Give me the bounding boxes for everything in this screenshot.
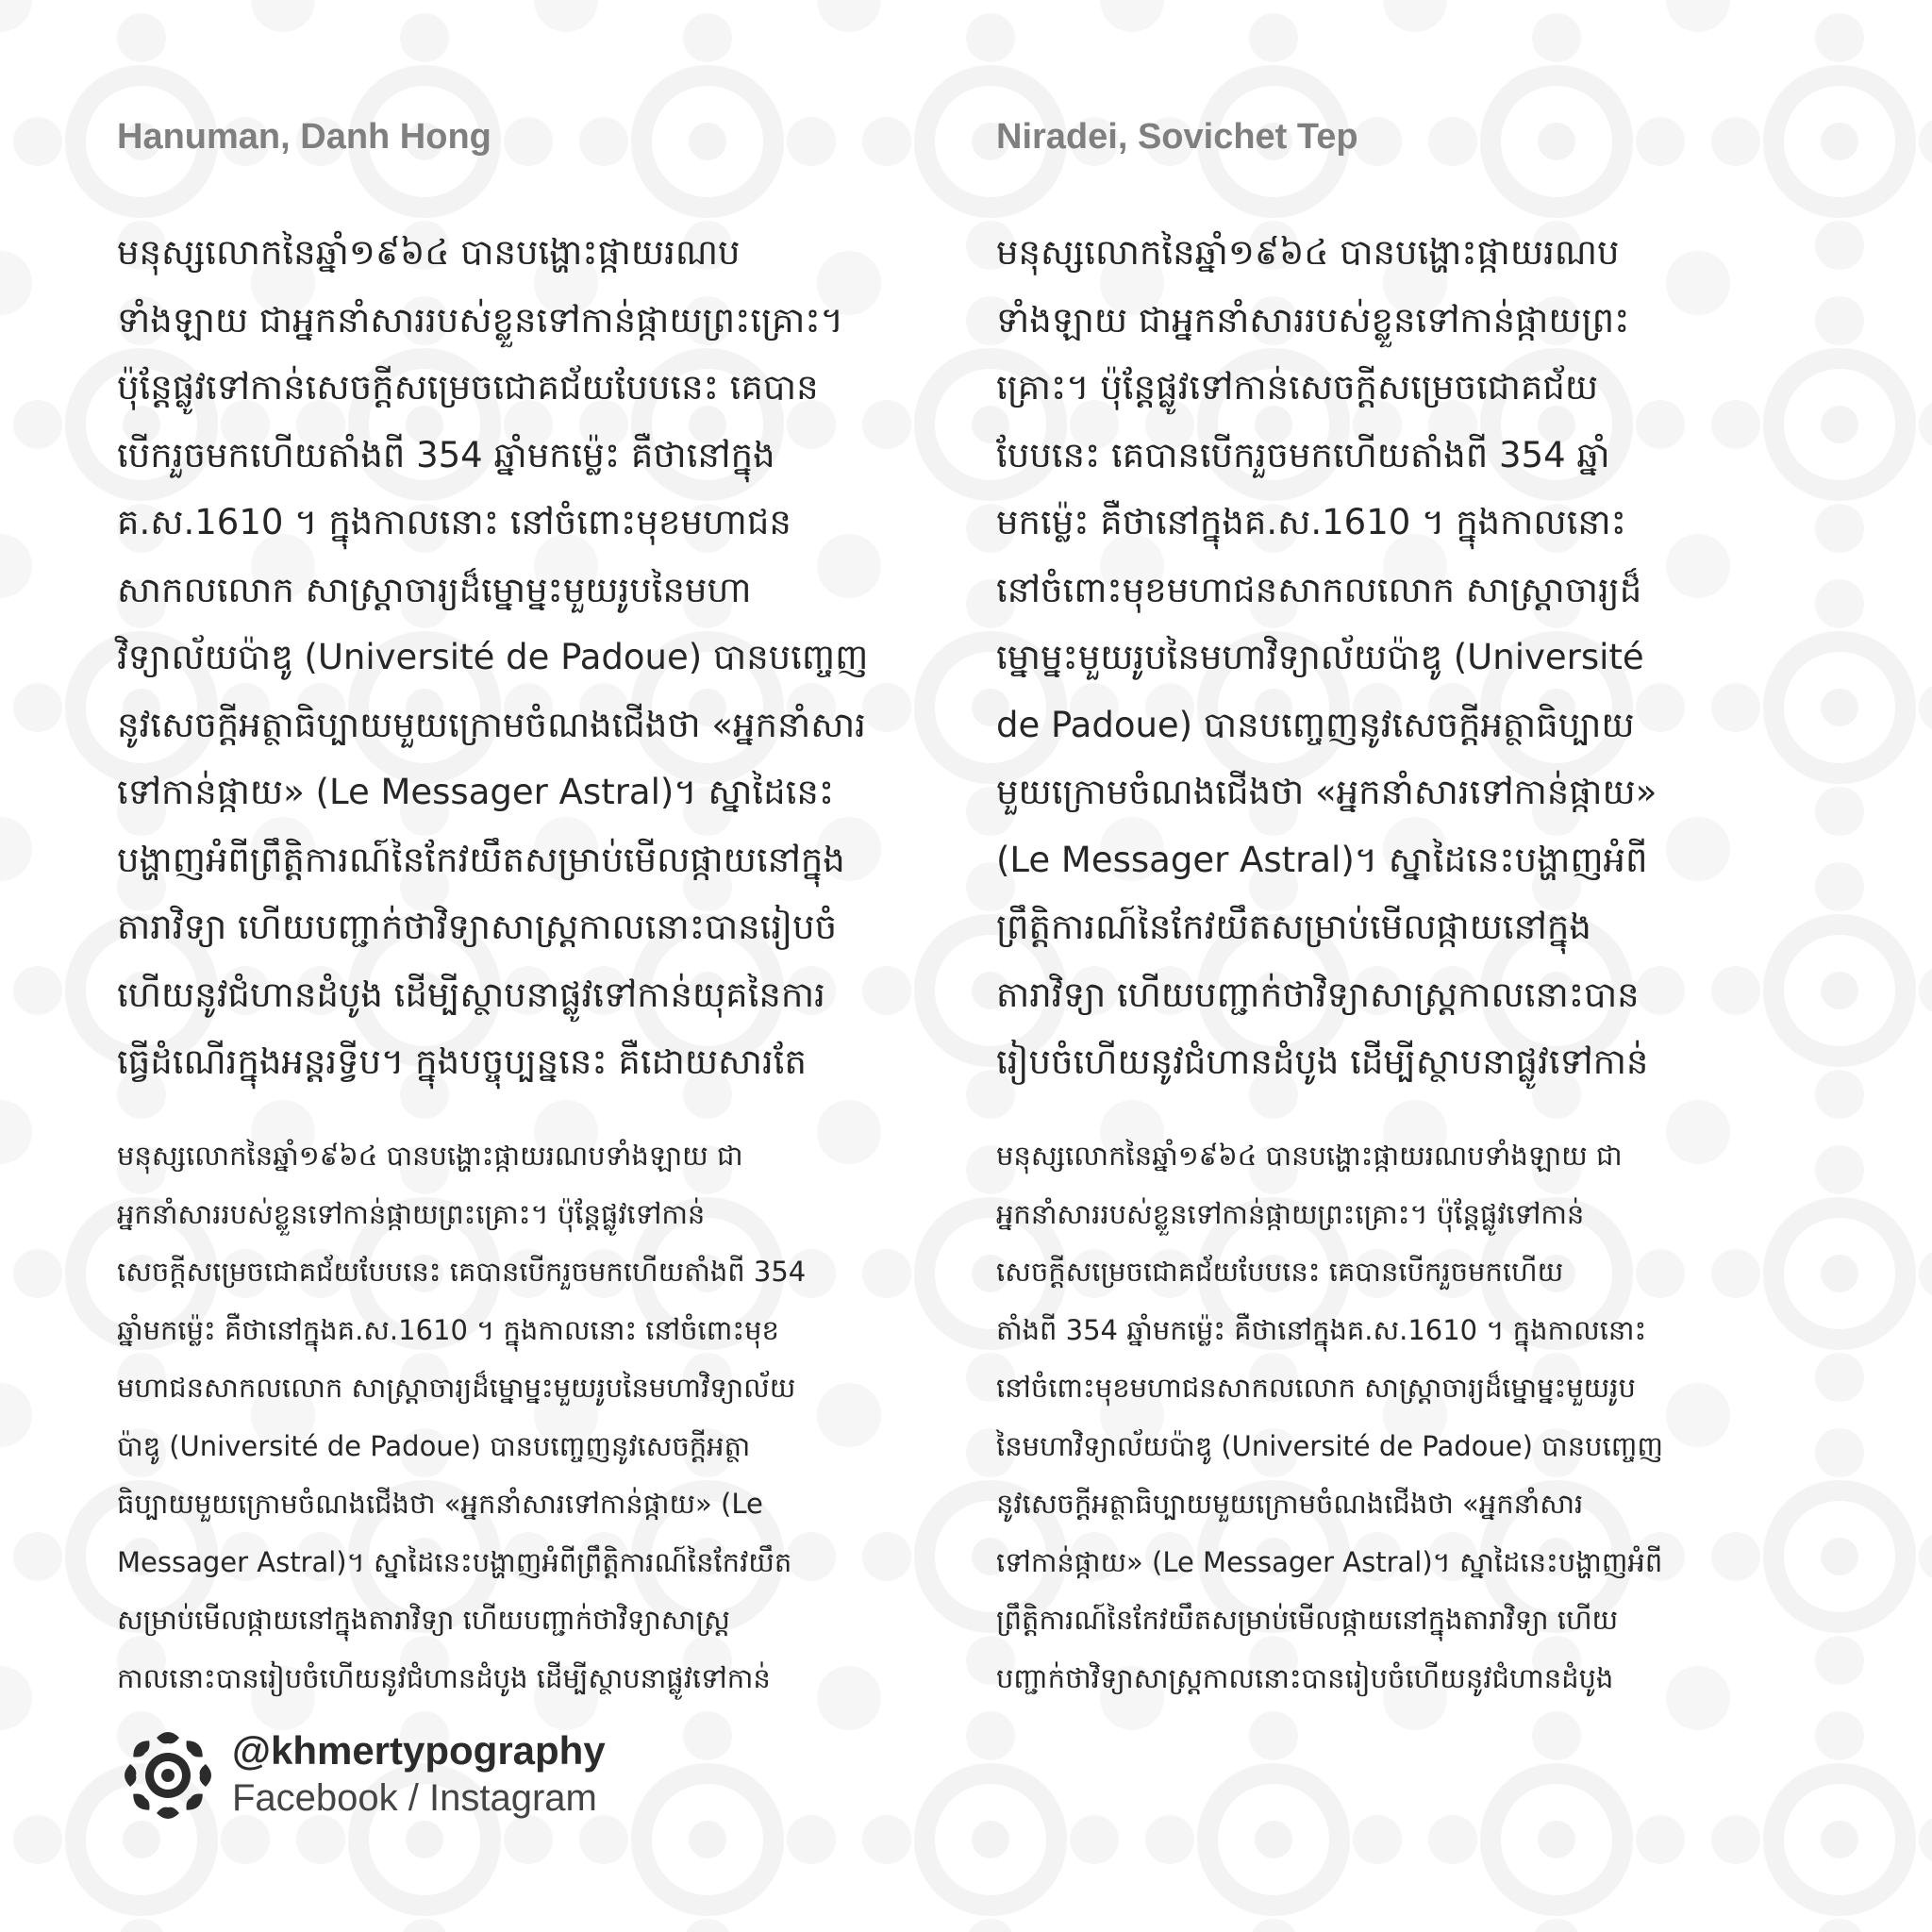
sample-line: នៅចំពោះមុខមហាជនសាកលលោក សាស្ត្រាចារ្យដ៏ម្នោម្នះមួយរូប [996,1372,1636,1404]
sample-line: គ.ស.1610 ។ ក្នុងកាលនោះ នៅចំពោះមុខមហាជន [117,502,791,542]
sample-line: មកម្ល៉េះ គឺថានៅក្នុងគ.ស.1610 ។ ក្នុងកាលនោះ [996,502,1626,542]
sample-line: វិទ្យាល័យប៉ាឌូ (Université de Padoue) បានបញ្ចេញ [117,637,869,677]
font-name-label: Hanuman, Danh Hong [117,117,491,157]
sample-line: បែបនេះ គេបានបើករួចមកហើយតាំងពី 354 ឆ្នាំ [996,434,1610,475]
sample-line: ប៉ាឌូ (Université de Padoue) បានបញ្ចេញនូវសេចក្តីអត្ថា [117,1429,751,1462]
sample-line: នូវសេចក្តីអត្ថាធិប្បាយមួយក្រោមចំណងជើងថា «អ្នកនាំសារ [117,704,866,745]
sample-line: គ្រោះ។ ប៉ុន្តែផ្លូវទៅកាន់សេចក្តីសម្រេចជោគជ័យ [996,367,1599,408]
sample-line: ទៅកាន់ផ្កាយ» (Le Messager Astral)។ ស្នាដៃនេះ [117,772,835,812]
sample-line: សេចក្តីសម្រេចជោគជ័យបែបនេះ គេបានបើករួចមកហើយ [996,1256,1564,1288]
footer-text [232,1728,606,1823]
sample-line: ទាំងឡាយ ជាអ្នកនាំសាររបស់ខ្លួនទៅកាន់ផ្កាយព្រះគ្រោះ។ [117,299,844,341]
sample-line: សេចក្តីសម្រេចជោគជ័យបែបនេះ គេបានបើករួចមកហើយតាំងពី 354 [117,1256,807,1288]
sample-line: ព្រឹត្តិការណ៍នៃកែវយឹតសម្រាប់មើលផ្កាយនៅក្នុង [996,907,1591,947]
sample-line: ប៉ុន្តែផ្លូវទៅកាន់សេចក្តីសម្រេចជោគជ័យបែបនេះ គេបាន [117,367,819,408]
small-sample-text [117,1127,966,1707]
flower-target-logo-icon [117,1724,219,1826]
sample-line: ធិប្បាយមួយក្រោមចំណងជើងថា «អ្នកនាំសារទៅកាន់ផ្កាយ» (Le [117,1488,763,1520]
sample-line: ទៅកាន់ផ្កាយ» (Le Messager Astral)។ ស្នាដៃនេះបង្ហាញអំពី [996,1545,1663,1578]
sample-line: មួយក្រោមចំណងជើងថា «អ្នកនាំសារទៅកាន់ផ្កាយ» [996,772,1657,812]
sample-line: មនុស្សលោកនៃឆ្នាំ១៩៦៤ បានបង្ហោះផ្កាយរណបទាំងឡាយ ជា [117,1140,743,1172]
sample-line: រៀបចំហើយនូវជំហានដំបូង ដើម្បីស្ថាបនាផ្លូវទៅកាន់ [996,1041,1649,1082]
social-platforms: Facebook / Instagram [232,1777,597,1819]
sample-line: សម្រាប់មើលផ្កាយនៅក្នុងតារាវិទ្យា ហើយបញ្ជាក់ថាវិទ្យាសាស្ត្រ [117,1604,730,1636]
sample-line: មហាជនសាកលលោក សាស្ត្រាចារ្យដ៏ម្នោម្នះមួយរូបនៃមហាវិទ្យាល័យ [117,1372,796,1404]
sample-line: Messager Astral)។ ស្នាដៃនេះបង្ហាញអំពីព្រឹត្តិការណ៍នៃកែវយឹត [117,1545,792,1578]
sample-line: ព្រឹត្តិការណ៍នៃកែវយឹតសម្រាប់មើលផ្កាយនៅក្នុងតារាវិទ្យា ហើយ [996,1604,1619,1636]
large-sample-text [996,219,1845,1096]
sample-line: តាំងពី 354 ឆ្នាំមកម្ល៉េះ គឺថានៅក្នុងគ.ស.1610 ។ ក្នុងកាលនោះ [996,1313,1647,1346]
sample-line: បញ្ជាក់ថាវិទ្យាសាស្ត្រកាលនោះបានរៀបចំហើយនូវជំហានដំបូង [996,1661,1614,1694]
sample-line: (Le Messager Astral)។ ស្នាដៃនេះបង្ហាញអំពី [996,839,1648,880]
small-sample-text [996,1127,1845,1707]
sample-line: មនុស្សលោកនៃឆ្នាំ១៩៦៤ បានបង្ហោះផ្កាយរណប [117,232,741,273]
sample-line: ធ្វើដំណើរក្នុងអន្តរទ្វីប។ ក្នុងបច្ចុប្បន្ននេះ គឺដោយសារតែ [117,1041,808,1082]
sample-line: តារាវិទ្យា ហើយបញ្ជាក់ថាវិទ្យាសាស្ត្រកាលនោះបាន [996,974,1640,1015]
sample-line: de Padoue) បានបញ្ចេញនូវសេចក្តីអត្ថាធិប្បាយ [996,704,1635,745]
sample-line: តារាវិទ្យា ហើយបញ្ជាក់ថាវិទ្យាសាស្ត្រកាលនោះបានរៀបចំ [117,907,838,947]
sample-line: អ្នកនាំសាររបស់ខ្លួនទៅកាន់ផ្កាយព្រះគ្រោះ។ ប៉ុន្តែផ្លូវទៅកាន់ [117,1197,706,1230]
sample-line: បើករួចមកហើយតាំងពី 354 ឆ្នាំមកម្ល៉េះ គឺថានៅក្នុង [117,434,775,475]
sample-line: សាកលលោក សាស្ត្រាចារ្យដ៏ម្នោម្នះមួយរូបនៃមហា [117,569,752,610]
large-sample-text [117,219,966,1096]
font-name-label: Niradei, Sovichet Tep [996,117,1358,157]
sample-line: នៅចំពោះមុខមហាជនសាកលលោក សាស្ត្រាចារ្យដ៏ [996,569,1642,610]
sample-line: បង្ហាញអំពីព្រឹត្តិការណ៍នៃកែវយឹតសម្រាប់មើលផ្កាយនៅក្នុង [117,839,845,880]
footer-branding [117,1724,606,1826]
sample-line: ម្នោម្នះមួយរូបនៃមហាវិទ្យាល័យប៉ាឌូ (Université [996,637,1644,677]
sample-line: ទាំងឡាយ ជាអ្នកនាំសាររបស់ខ្លួនទៅកាន់ផ្កាយព្រះ [996,299,1630,341]
sample-line: នូវសេចក្តីអត្ថាធិប្បាយមួយក្រោមចំណងជើងថា «អ្នកនាំសារ [996,1488,1584,1520]
sample-line: ហើយនូវជំហានដំបូង ដើម្បីស្ថាបនាផ្លូវទៅកាន់យុគនៃការ [117,974,825,1015]
sample-line: ឆ្នាំមកម្ល៉េះ គឺថានៅក្នុងគ.ស.1610 ។ ក្នុងកាលនោះ នៅចំពោះមុខ [117,1313,779,1346]
sample-line: មនុស្សលោកនៃឆ្នាំ១៩៦៤ បានបង្ហោះផ្កាយរណប [996,232,1620,273]
sample-line: កាលនោះបានរៀបចំហើយនូវជំហានដំបូង ដើម្បីស្ថាបនាផ្លូវទៅកាន់ [117,1661,771,1694]
social-handle: @khmertypography [232,1728,606,1773]
sample-line: នៃមហាវិទ្យាល័យប៉ាឌូ (Université de Padoue) បានបញ្ចេញ [996,1429,1664,1462]
sample-line: មនុស្សលោកនៃឆ្នាំ១៩៦៤ បានបង្ហោះផ្កាយរណបទាំងឡាយ ជា [996,1140,1623,1172]
sample-line: អ្នកនាំសាររបស់ខ្លួនទៅកាន់ផ្កាយព្រះគ្រោះ។ ប៉ុន្តែផ្លូវទៅកាន់ [996,1197,1585,1230]
